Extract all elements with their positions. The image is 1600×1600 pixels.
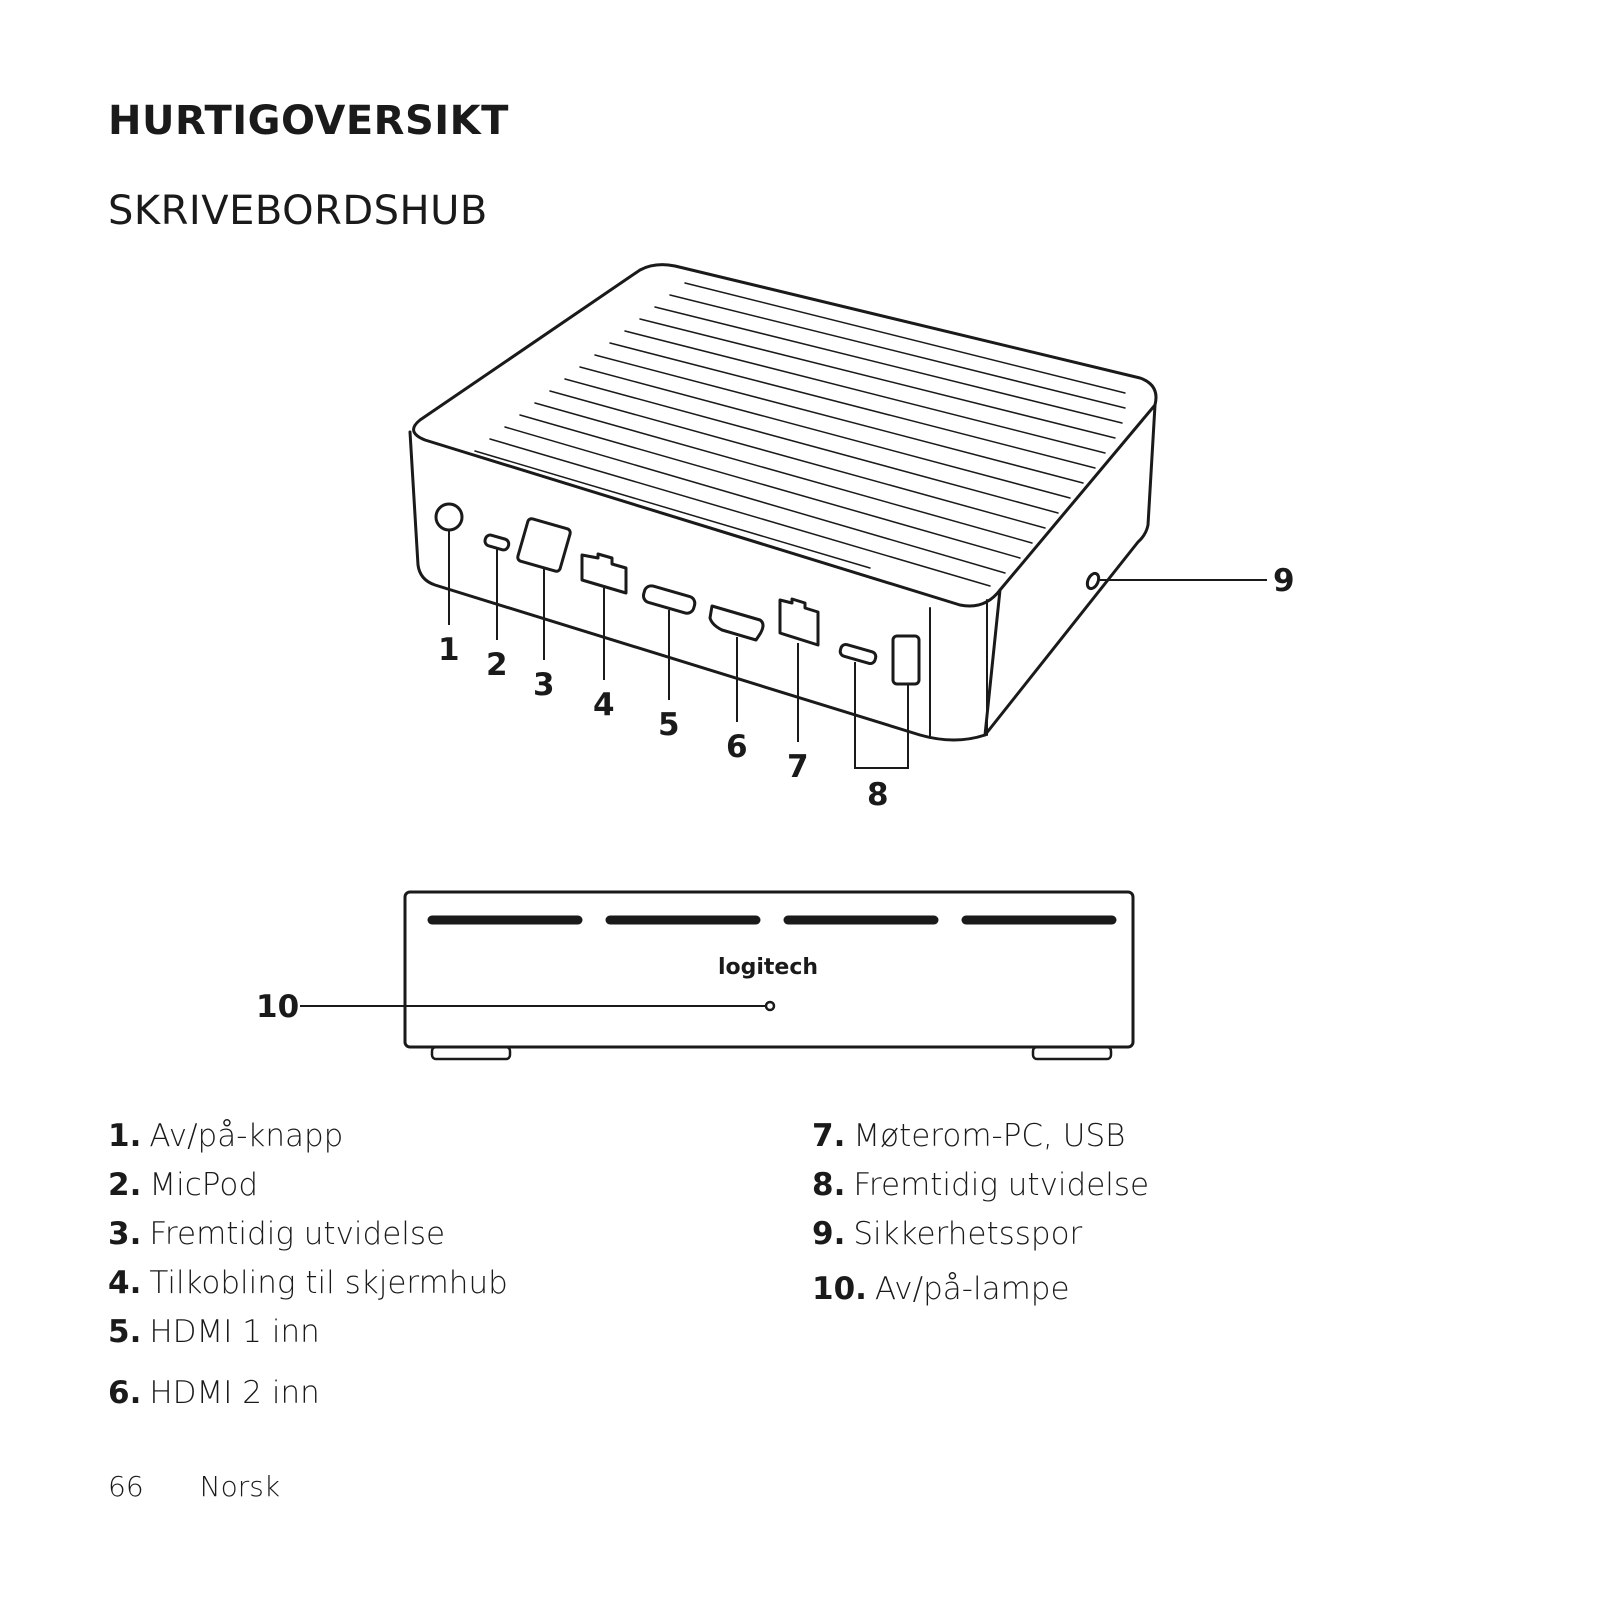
legend-item-number: 1.	[108, 1118, 142, 1154]
callout-10: 10	[256, 989, 300, 1025]
legend-item	[108, 1259, 508, 1308]
callout-2: 2	[486, 647, 508, 683]
hub-right-face	[985, 405, 1155, 735]
legend-item-label: Av/på-knapp	[149, 1118, 344, 1154]
legend-item-label: Av/på-lampe	[874, 1271, 1070, 1307]
callout-7: 7	[787, 749, 809, 785]
legend-item-label: HDMI 1 inn	[149, 1314, 320, 1350]
legend-item-label: MicPod	[149, 1167, 258, 1203]
legend-item-label: Sikkerhetsspor	[853, 1216, 1083, 1252]
usb-port	[780, 599, 818, 645]
security-slot	[1085, 572, 1101, 591]
legend-item-number: 10.	[812, 1271, 867, 1307]
legend-item	[108, 1210, 508, 1259]
power-led	[766, 1002, 774, 1010]
legend-item-label: Fremtidig utvidelse	[853, 1167, 1150, 1203]
legend-right-column	[812, 1112, 1149, 1314]
callout-5: 5	[658, 707, 680, 743]
hub-foot-left	[432, 1047, 510, 1059]
legend-left-column	[108, 1112, 508, 1418]
hub-front-face	[410, 432, 1000, 740]
page-footer	[108, 1470, 280, 1503]
hub-isometric-illustration	[410, 265, 1156, 740]
legend-item-label: Møterom-PC, USB	[853, 1118, 1126, 1154]
legend-item-label: HDMI 2 inn	[149, 1375, 320, 1411]
power-button-port	[436, 504, 462, 530]
legend-item-number: 8.	[812, 1167, 846, 1203]
legend-item	[812, 1161, 1149, 1210]
legend-item-number: 2.	[108, 1167, 142, 1203]
legend-item	[108, 1308, 508, 1357]
legend-item	[108, 1112, 508, 1161]
expansion-port-c	[893, 636, 919, 684]
logitech-logo: logitech	[717, 955, 819, 980]
legend-item-number: 9.	[812, 1216, 846, 1252]
legend-item-label: Tilkobling til skjermhub	[149, 1265, 508, 1301]
legend-item-number: 4.	[108, 1265, 142, 1301]
callout-1: 1	[438, 632, 460, 668]
expansion-port-b	[839, 643, 877, 664]
legend-item-number: 5.	[108, 1314, 142, 1350]
legend-item-label: Fremtidig utvidelse	[149, 1216, 446, 1252]
page-title: HURTIGOVERSIKT	[108, 98, 509, 144]
top-vent-lines	[475, 283, 1125, 586]
legend-item-number: 6.	[108, 1375, 142, 1411]
legend-item	[108, 1161, 508, 1210]
callout-4: 4	[593, 687, 615, 723]
hub-foot-right	[1033, 1047, 1111, 1059]
expansion-port-a	[517, 518, 571, 572]
legend-item-number: 3.	[108, 1216, 142, 1252]
page-subtitle: SKRIVEBORDSHUB	[108, 188, 488, 234]
legend-item	[812, 1112, 1149, 1161]
callout-3: 3	[533, 667, 555, 703]
callout-6: 6	[726, 729, 748, 765]
footer-language: Norsk	[199, 1470, 281, 1503]
page-number: 66	[108, 1470, 144, 1503]
legend-item	[108, 1369, 508, 1418]
legend-item-number: 7.	[812, 1118, 846, 1154]
legend-item	[812, 1265, 1149, 1314]
ethernet-port	[582, 554, 626, 593]
hub-top-surface	[414, 265, 1156, 606]
legend-item	[812, 1210, 1149, 1259]
callout-8: 8	[867, 777, 889, 813]
callout-9: 9	[1273, 563, 1295, 599]
hdmi-2-port	[710, 606, 763, 640]
